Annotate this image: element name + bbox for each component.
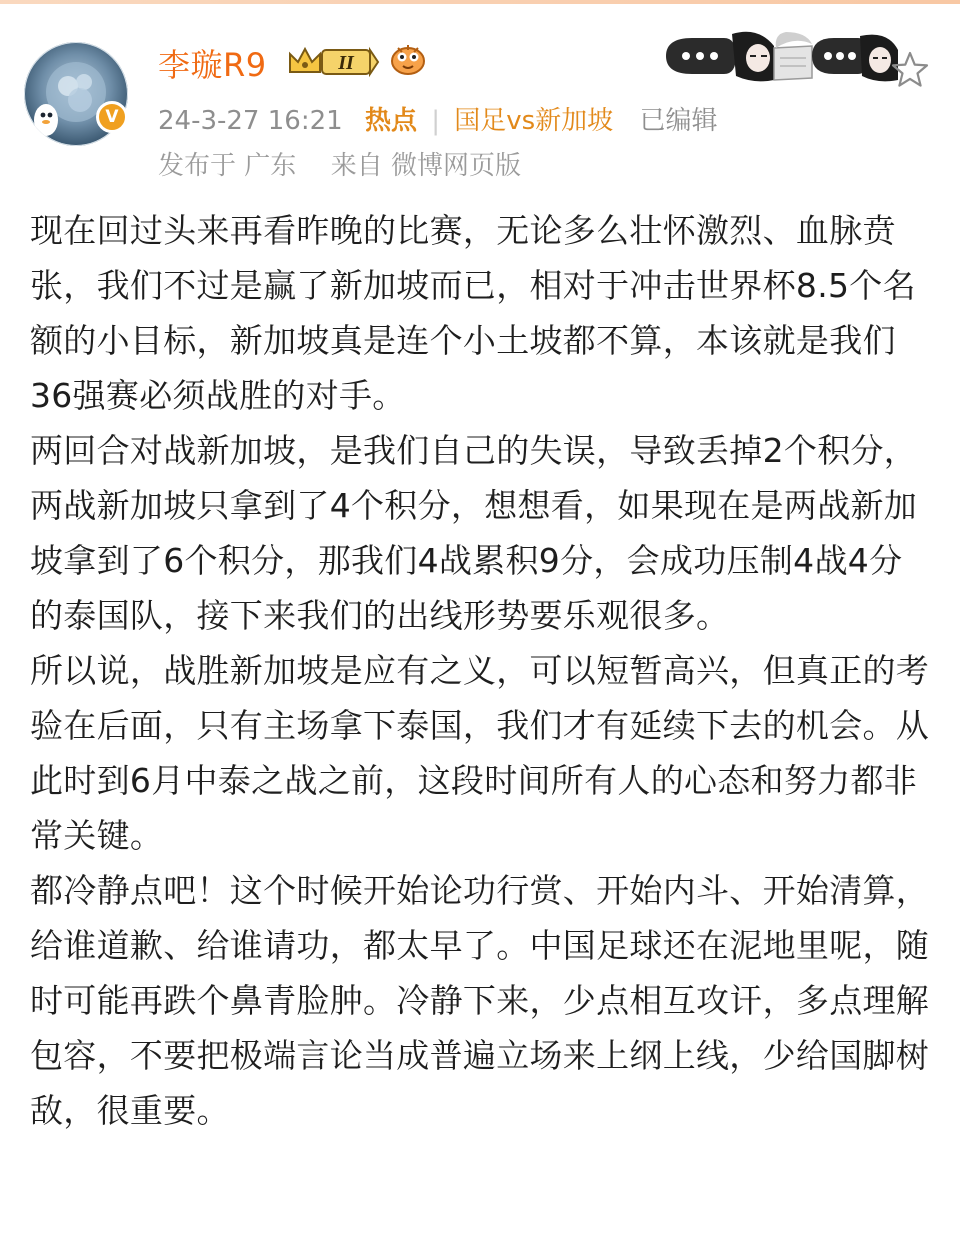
post-time: 24-3-27 16:21 <box>158 106 343 136</box>
hot-label[interactable]: 热点 <box>364 106 417 136</box>
meta-separator: | <box>431 106 440 136</box>
fish-emoji-icon <box>388 42 428 78</box>
post-paragraph: 两回合对战新加坡，是我们自己的失误，导致丢掉2个积分，两战新加坡只拿到了4个积分，想想看，如果现在是两战新加坡拿到了6个积分，那我们4战累积9分，会成功压制4战4分的泰国队，接下来我们的出线形势要乐观很多。 <box>30 431 918 635</box>
anime-characters-decoration <box>662 26 902 86</box>
post-header <box>0 0 960 190</box>
post-source: 来自 微博网页版 <box>330 151 522 181</box>
star-icon[interactable] <box>890 50 930 90</box>
post-location: 发布于 广东 <box>158 151 297 181</box>
edited-label[interactable]: 已编辑 <box>639 106 718 136</box>
crown-icon <box>290 49 320 72</box>
post-meta-line <box>158 100 717 137</box>
author-name[interactable]: 李璇R9 <box>158 46 267 84</box>
post-origin-line <box>158 145 521 182</box>
member-level-badge[interactable] <box>286 44 380 78</box>
post-paragraph: 都冷静点吧！这个时候开始论功行赏、开始内斗、开始清算，给谁道歉、给谁请功，都太早了。中国足球还在泥地里呢，随时可能再跌个鼻青脸肿。冷静下来，少点相互攻讦，多点理解包容，不要把极端言论当成普遍立场来上纲上线，少给国脚树敌，很重要。 <box>30 871 930 1130</box>
member-level-text: II <box>338 52 354 74</box>
post-content <box>30 203 935 1138</box>
post-paragraph: 现在回过头来再看昨晚的比赛，无论多么壮怀激烈、血脉贲张，我们不过是赢了新加坡而已，相对于冲击世界杯8.5个名额的小目标，新加坡真是连个小土坡都不算，本该就是我们36强赛必须战胜的对手。 <box>30 211 916 415</box>
verified-v-icon: V <box>96 101 128 133</box>
topic-link[interactable]: 国足vs新加坡 <box>454 106 614 136</box>
post-paragraph: 所以说，战胜新加坡是应有之义，可以短暂高兴，但真正的考验在后面，只有主场拿下泰国，我们才有延续下去的机会。从此时到6月中泰之战之前，这段时间所有人的心态和努力都非常关键。 <box>30 651 930 855</box>
